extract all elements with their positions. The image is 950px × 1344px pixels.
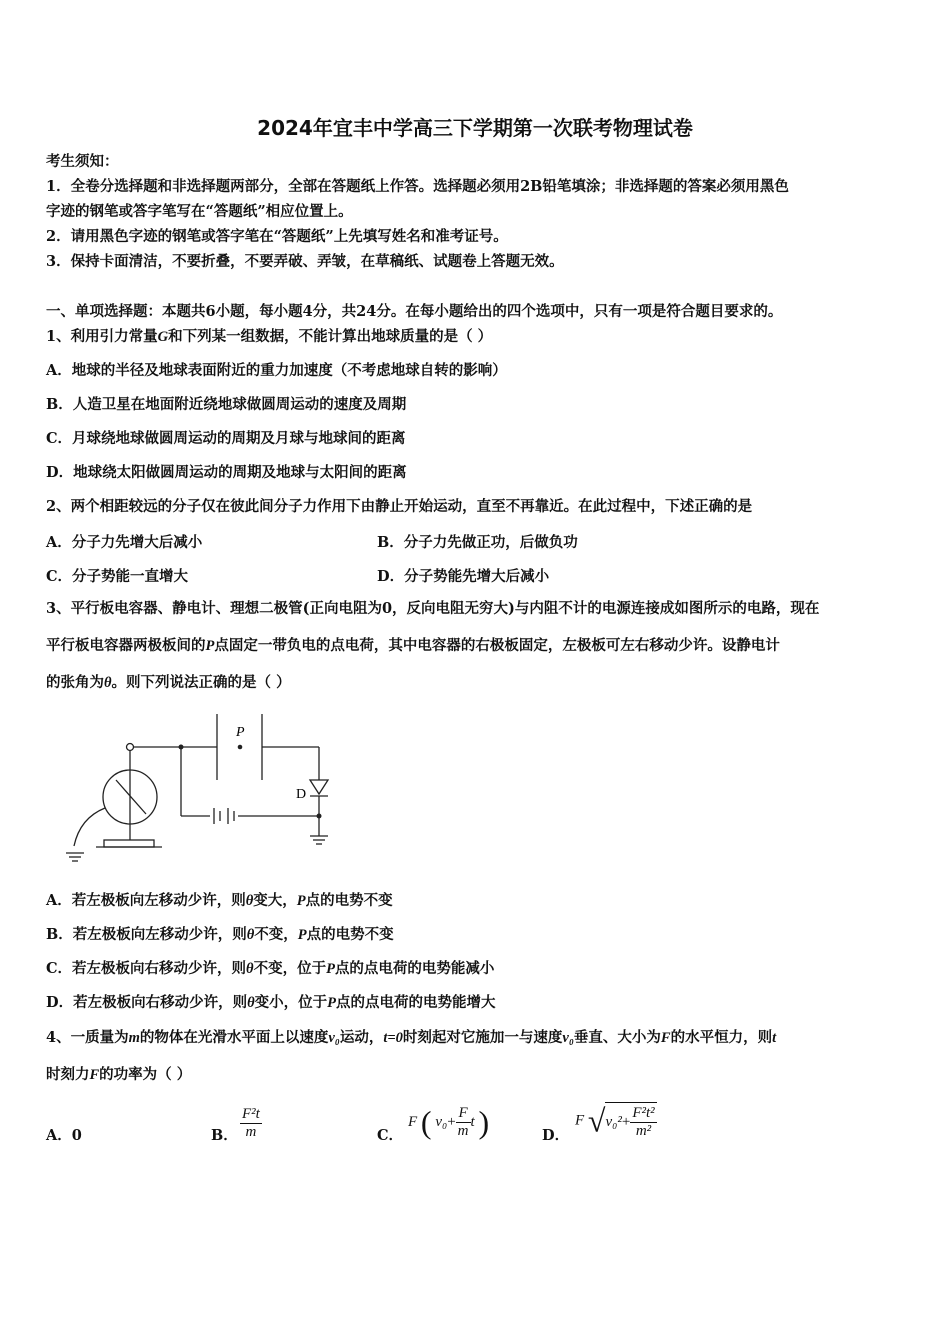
diode (310, 780, 328, 794)
q1-option-d: D．地球绕太阳做圆周运动的周期及地球与太阳间的距离 (46, 464, 407, 481)
notice-item-3: 3．保持卡面清洁，不要折叠，不要弄破、弄皱，在草稿纸、试题卷上答题无效。 (46, 253, 564, 270)
q4-option-d-label: D． (542, 1127, 570, 1144)
q4-option-b-label: B． (211, 1127, 238, 1144)
q2-stem: 2、两个相距较远的分子仅在彼此间分子力作用下由静止开始运动，直至不再靠近。在此过程中，下述正确的是 (46, 498, 753, 515)
q2-option-b: B．分子力先做正功，后做负功 (377, 534, 578, 551)
q3-option-a: A．若左极板向左移动少许，则θ变大，P点的电势不变 (46, 892, 393, 909)
q1-option-b: B．人造卫星在地面附近绕地球做圆周运动的速度及周期 (46, 396, 407, 413)
notice-heading: 考生须知： (46, 153, 119, 170)
q2-option-d: D．分子势能先增大后减小 (377, 568, 550, 585)
q1-option-c: C．月球绕地球做圆周运动的周期及月球与地球间的距离 (46, 430, 406, 447)
q2-option-a: A．分子力先增大后减小 (46, 534, 203, 551)
q3-stem-line3: 的张角为θ。则下列说法正确的是（ ） (46, 674, 291, 691)
q3-stem-line1: 3、平行板电容器、静电计、理想二极管(正向电阻为0，反向电阻无穷大)与内阻不计的电源连接成如图所示的电路，现在 (46, 600, 820, 617)
section-heading: 一、单项选择题：本题共6小题，每小题4分，共24分。在每小题给出的四个选项中，只有一项是符合题目要求的。 (46, 303, 783, 320)
q3-stem-line2: 平行板电容器两极板间的P点固定一带负电的点电荷，其中电容器的右极板固定，左极板可左右移动少许。设静电计 (46, 637, 780, 654)
q2-option-c: C．分子势能一直增大 (46, 568, 189, 585)
notice-item-1-cont: 字迹的钢笔或答字笔写在“答题纸”相应位置上。 (46, 203, 353, 220)
q4-option-c-label: C． (377, 1127, 404, 1144)
circuit-diagram (60, 708, 350, 868)
q4-option-c-formula: F ( v₀+ $\frac{F}{m}$ t ) (408, 1104, 490, 1140)
q4-option-d-formula: F √v₀²+ $\frac{\text{F²t²}}{\text{m²}}$ (575, 1102, 655, 1139)
q3-option-b: B．若左极板向左移动少许，则θ不变，P点的电势不变 (46, 926, 394, 943)
exam-title: 2024年宜丰中学高三下学期第一次联考物理试卷 (257, 116, 693, 140)
notice-item-1: 1．全卷分选择题和非选择题两部分，全部在答题纸上作答。选择题必须用2B铅笔填涂；非选择题的答案必须用黑色 (46, 178, 789, 195)
point-p (238, 745, 243, 750)
q4-option-b-formula: $\frac{\text{F²t}}{m}$ (242, 1106, 260, 1140)
q4-stem-line1: 4、一质量为m的物体在光滑水平面上以速度v₀运动，t=0时刻起对它施加一与速度v₀垂直、大小为F的水平恒力，则t (46, 1029, 777, 1046)
q4-option-a: A．0 (46, 1127, 82, 1144)
q4-stem-line2: 时刻力F的功率为（ ） (46, 1066, 192, 1083)
q3-option-d: D．若左极板向右移动少许，则θ变小，位于P点的点电荷的电势能增大 (46, 994, 496, 1011)
q1-option-a: A．地球的半径及地球表面附近的重力加速度（不考虑地球自转的影响） (46, 362, 507, 379)
label-d: D (296, 787, 307, 802)
q1-stem: 1、利用引力常量G和下列某一组数据，不能计算出地球质量的是（ ） (46, 328, 493, 345)
q3-option-c: C．若左极板向右移动少许，则θ不变，位于P点的点电荷的电势能减小 (46, 960, 495, 977)
label-p: P (236, 725, 245, 740)
notice-item-2: 2．请用黑色字迹的钢笔或答字笔在“答题纸”上先填写姓名和准考证号。 (46, 228, 508, 245)
